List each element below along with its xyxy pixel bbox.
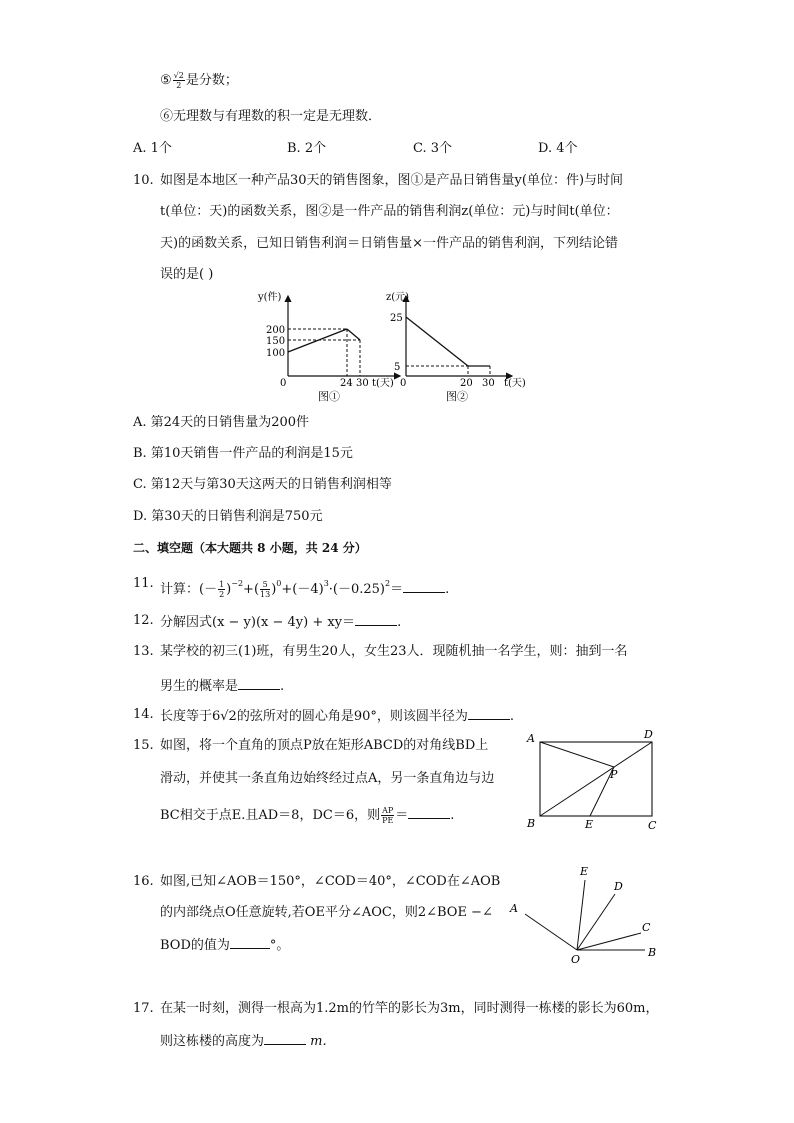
q14-text: 长度等于6√2的弦所对的圆心角是90°，则该圆半径为 . [160, 706, 514, 726]
q10-option-c: C. 第12天与第30天这两天的日销售利润相等 [133, 477, 392, 492]
q16-line-2: 的内部绕点O任意旋转,若OE平分∠AOC，则2∠BOE −∠ [160, 905, 493, 920]
q16-answer-blank[interactable] [230, 935, 270, 949]
graph1-xtick-0: 0 [280, 378, 287, 389]
label-p: P [610, 768, 618, 781]
graph1-ylabel: y(件) [258, 292, 282, 303]
q13-answer-blank[interactable] [238, 676, 280, 690]
graph1-ytick-100: 100 [266, 348, 286, 359]
q13-line-1: 某学校的初三(1)班，有男生20人，女生23人．现随机抽一名学生，则：抽到一名 [160, 644, 628, 659]
label-c: C [648, 819, 657, 832]
section-2-title: 二、填空题（本大题共 8 小题，共 24 分） [133, 541, 367, 555]
q15-line-1: 如图，将一个直角的顶点P放在矩形ABCD的对角线BD上 [160, 738, 489, 753]
q9-option-d: D. 4个 [538, 141, 578, 156]
q10-number: 10. [133, 173, 154, 188]
q15-number: 15. [133, 738, 154, 753]
graph2-xtick-20: 20 [460, 378, 473, 389]
label-e: E [580, 865, 589, 878]
q15-line-2: 滑动，并使其一条直角边始终经过点A，另一条直角边与边 [160, 771, 495, 786]
graph1-xtick-30: 30 [356, 378, 369, 389]
q15-rectangle-figure [520, 728, 670, 834]
graph2-caption: 图② [446, 390, 468, 403]
q9-option-c: C. 3个 [413, 141, 453, 156]
q11-fraction-2: $\frac{5}{13}$ [260, 580, 271, 599]
q14-answer-blank[interactable] [468, 706, 510, 720]
q15-line-3: BC相交于点E.且AD＝8，DC＝6，则 $\frac{AP}{PE}$ ＝ . [160, 806, 455, 825]
graph2-xtick-30: 30 [482, 378, 495, 389]
label-e: E [585, 818, 594, 831]
q9-item-6: ⑥无理数与有理数的积一定是无理数． [160, 109, 382, 124]
label-a: A [510, 902, 518, 915]
segment-ap [540, 742, 614, 767]
label-b: B [648, 946, 657, 959]
q9-item-5: ⑤ $\frac{√2}{2}$ 是分数； [160, 71, 238, 90]
label-d: D [614, 880, 623, 893]
q10-line-1: 如图是本地区一种产品30天的销售图象，图①是产品日销售量y(单位：件)与时间 [160, 173, 624, 188]
q10-option-a: A. 第24天的日销售量为200件 [133, 415, 310, 430]
q10-line-3: 天)的函数关系，已知日销售利润＝日销售量×一件产品的销售利润，下列结论错 [160, 236, 618, 251]
graph1-ytick-150: 150 [266, 336, 286, 347]
graph2-ytick-25: 25 [390, 313, 403, 324]
graph1-ytick-200: 200 [266, 325, 286, 336]
q12-answer-blank[interactable] [355, 612, 397, 626]
q10-option-d: D. 第30天的日销售利润是750元 [133, 509, 323, 524]
graph2-xlabel: t(天) [504, 378, 526, 389]
q17-number: 17. [133, 1001, 154, 1016]
label-b: B [527, 817, 536, 830]
q9-option-a: A. 1个 [133, 141, 172, 156]
graph-2-unit-profit [382, 288, 542, 408]
q16-line-3: BOD的值为 °。 [160, 935, 289, 955]
q11-expression: 计算：(－ $\frac{1}{2}$ )$^{-2}$+( $\frac{5}{13}$ )$^0+(-4)^3\cdot(-0.25)^2=$ . [160, 579, 450, 599]
sqrt2-over-2-fraction: $\frac{√2}{2}$ [173, 71, 184, 90]
q15-ap-over-pe-fraction: $\frac{AP}{PE}$ [382, 806, 394, 825]
label-d: D [644, 728, 653, 741]
q11-answer-blank[interactable] [403, 579, 445, 593]
q16-line-1: 如图,已知∠AOB＝150°，∠COD＝40°，∠COD在∠AOB [160, 874, 501, 889]
graph1-falling-line [347, 329, 360, 340]
q11-number: 11. [133, 576, 154, 591]
q10-line-4: 误的是( ) [160, 267, 214, 282]
diagonal-bd [540, 742, 652, 816]
graph2-ytick-5: 5 [394, 362, 401, 373]
q10-option-b: B. 第10天销售一件产品的利润是15元 [133, 446, 353, 461]
q10-line-2: t(单位：天)的函数关系，图②是一件产品的销售利润z(单位：元)与时间t(单位： [160, 204, 619, 219]
graph1-xtick-24: 24 [340, 378, 353, 389]
q15-answer-blank[interactable] [408, 805, 450, 819]
graph1-caption: 图① [318, 390, 340, 403]
q9-option-b: B. 2个 [287, 141, 327, 156]
q16-number: 16. [133, 874, 154, 889]
q13-line-2: 男生的概率是 . [160, 676, 284, 696]
q17-line-2: 则这栋楼的高度为 m. [160, 1031, 327, 1051]
q13-number: 13. [133, 644, 154, 659]
q12-number: 12. [133, 613, 154, 628]
label-o: O [571, 953, 581, 966]
q14-number: 14. [133, 707, 154, 722]
ray-oa [525, 914, 577, 950]
graph2-ylabel: z(元) [386, 292, 410, 303]
graph2-falling-line [406, 317, 468, 366]
graph1-xlabel: t(天) [372, 378, 394, 389]
q16-angle-figure [505, 860, 665, 968]
q17-line-1: 在某一时刻，测得一根高为1.2m的竹竿的影长为3m，同时测得一栋楼的影长为60m， [160, 1001, 659, 1016]
q11-fraction-1: $\frac{1}{2}$ [219, 580, 225, 599]
label-a: A [527, 732, 535, 745]
q17-answer-blank[interactable] [264, 1031, 306, 1045]
label-c: C [642, 921, 651, 934]
q12-text: 分解因式(x − y)(x − 4y) + xy＝ . [160, 612, 401, 632]
graph2-xtick-0: 0 [400, 378, 407, 389]
